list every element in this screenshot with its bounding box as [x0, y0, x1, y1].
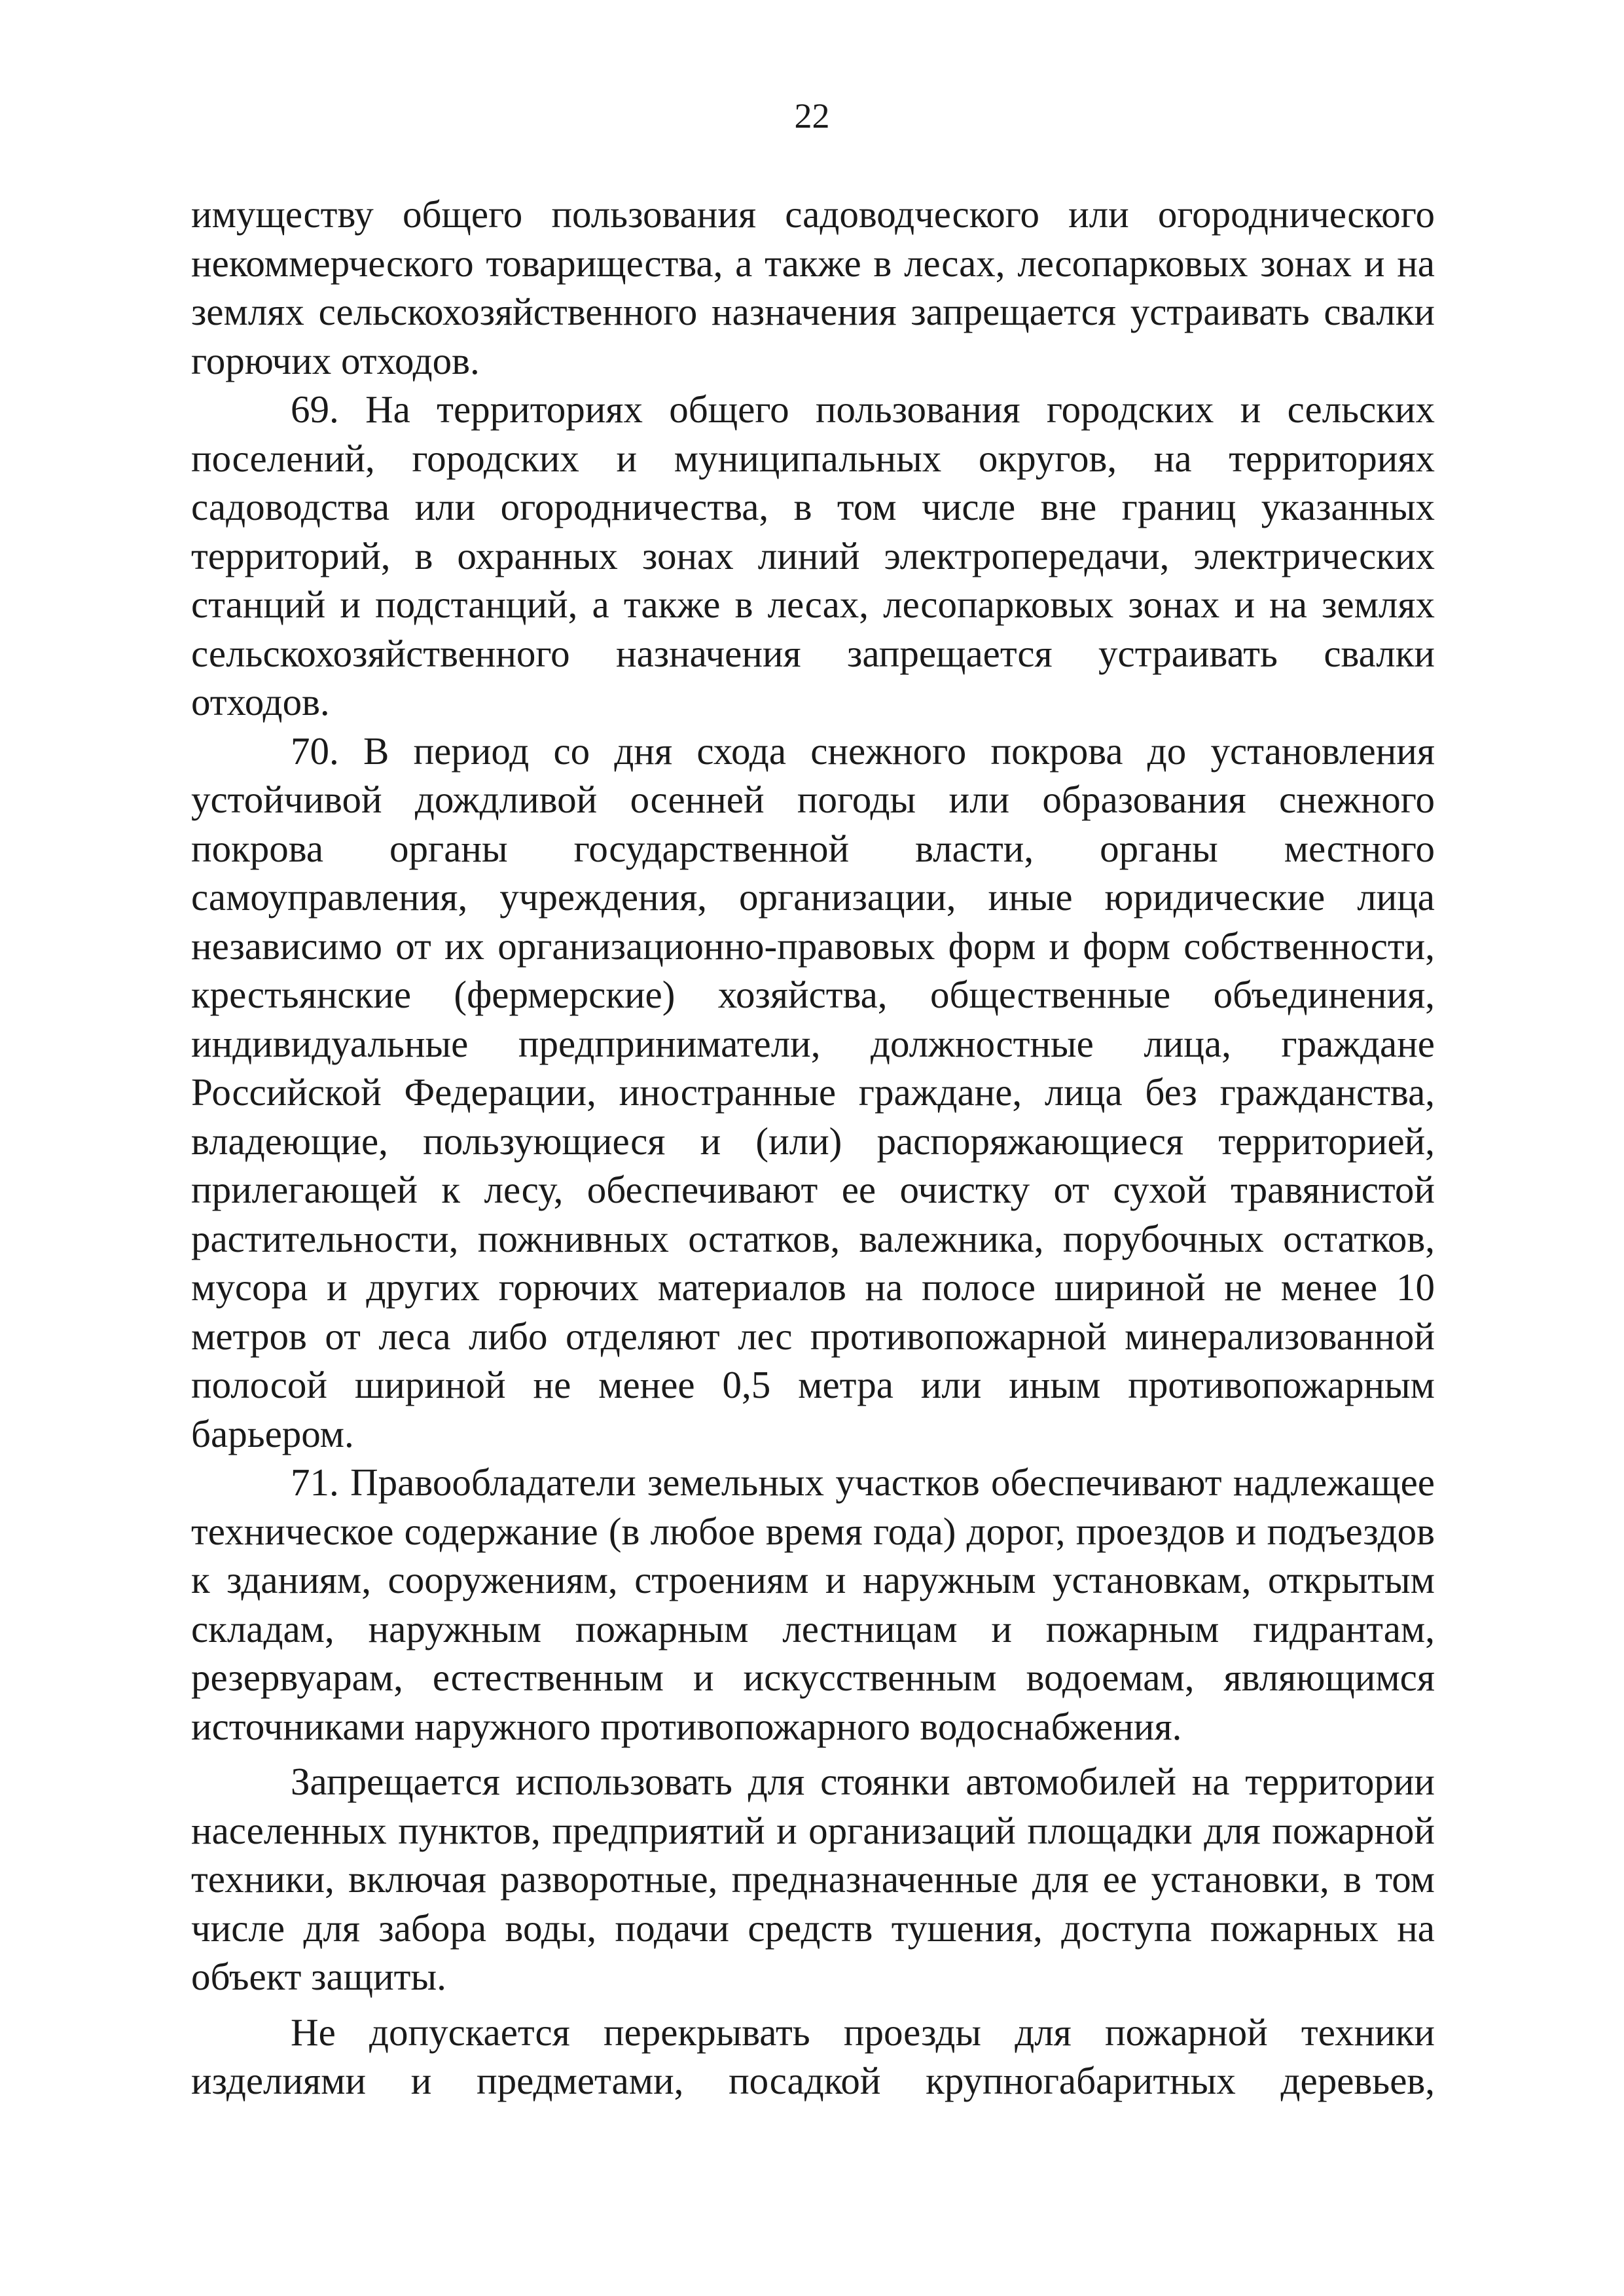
document-body [191, 190, 1435, 2105]
paragraph-parking-prohibition: Запрещается использовать для стоянки автомобилей на территории населенных пунктов, предприятий и организаций площадки для пожарной техники, включая разворотные, предназначенные для ее установки, в том числе для забора воды, подачи средств тушения, доступа пожарных на объект защиты. [191, 1760, 1435, 1998]
paragraph-continuation: имуществу общего пользования садоводческого или огороднического некоммерческого товарищества, а также в лесах, лесопарковых зонах и на землях сельскохозяйственного назначения запрещается устраивать свалки горючих отходов. [191, 192, 1435, 382]
page-number: 22 [794, 96, 830, 136]
paragraph-passage-blocking: Не допускается перекрывать проезды для пожарной техники изделиями и предметами, посадкой крупногабаритных деревьев, [191, 2010, 1435, 2102]
paragraph-item-70: 70. В период со дня схода снежного покрова до установления устойчивой дождливой осенней погоды или образования снежного покрова органы государственной власти, органы местного самоуправления, учреждения, организации, иные юридические лица независимо от их организационно-правовых форм и форм собственности, крестьянские (фермерские) хозяйства, общественные объединения, индивидуальные предприниматели, должностные лица, граждане Российской Федерации, иностранные граждане, лица без гражданства, владеющие, пользующиеся и (или) распоряжающиеся территорией, прилегающей к лесу, обеспечивают ее очистку от сухой травянистой растительности, пожнивных остатков, валежника, порубочных остатков, мусора и других горючих материалов на полосе шириной не менее 10 метров от леса либо отделяют лес противопожарной минерализованной полосой шириной не менее 0,5 метра или иным противопожарным барьером. [191, 729, 1435, 1455]
paragraph-item-69: 69. На территориях общего пользования городских и сельских поселений, городских и муниципальных округов, на территориях садоводства или огородничества, в том числе вне границ указанных территорий, в охранных зонах линий электропередачи, электрических станций и подстанций, а также в лесах, лесопарковых зонах и на землях сельскохозяйственного назначения запрещается устраивать свалки отходов. [191, 388, 1435, 723]
paragraph-item-71: 71. Правообладатели земельных участков обеспечивают надлежащее техническое содержание (в любое время года) дорог, проездов и подъездов к зданиям, сооружениям, строениям и наружным установкам, открытым складам, наружным пожарным лестницам и пожарным гидрантам, резервуарам, естественным и искусственным водоемам, являющимся источниками наружного противопожарного водоснабжения. [191, 1461, 1435, 1748]
